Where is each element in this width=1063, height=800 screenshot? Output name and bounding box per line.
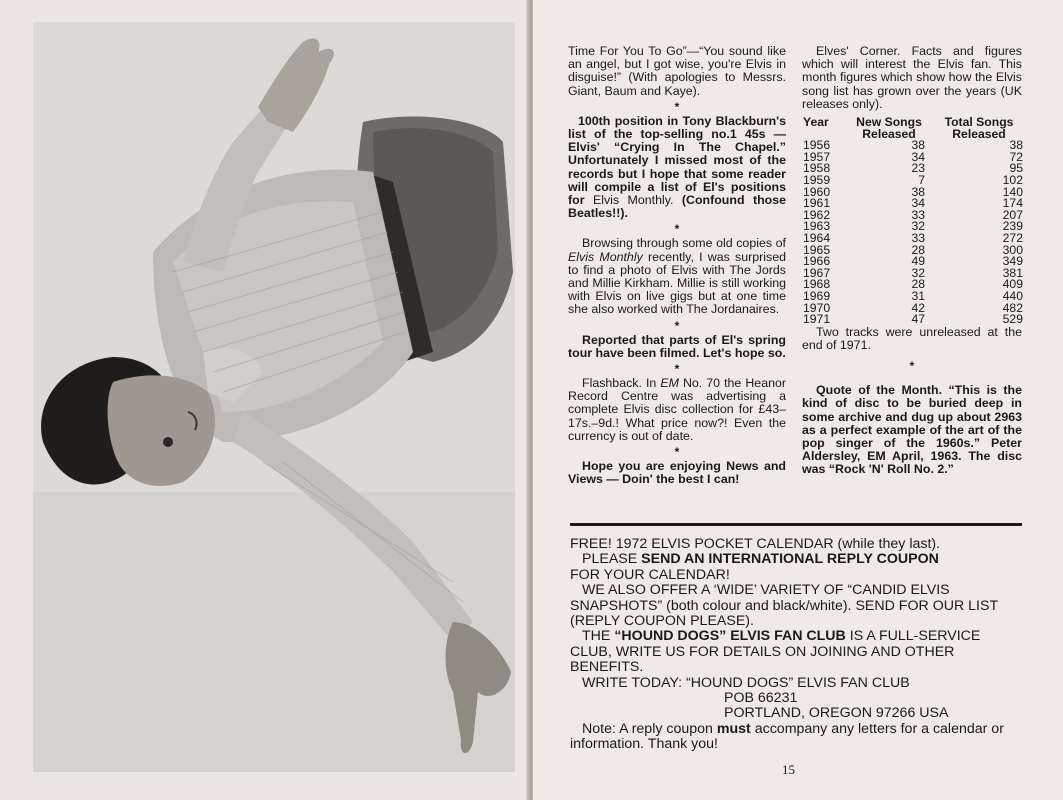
ad-line-write-today: WRITE TODAY: “HOUND DOGS” ELVIS FAN CLUB (582, 674, 910, 691)
ad-line-snapshots: WE ALSO OFFER A ‘WIDE’ VARIETY OF “CANDID ELVIS SNAPSHOTS” (both colour and black/white). SEND FOR OUR LIST (REPLY COUPON PLEASE). (570, 582, 998, 630)
ad-note (570, 722, 1022, 753)
cell-year: 1966 (803, 254, 831, 269)
cell-new-songs: 7 (918, 172, 925, 187)
cell-new-songs: 31 (911, 288, 925, 303)
paragraph-text: Browsing through some old copies of (582, 236, 786, 251)
cell-year: 1965 (803, 242, 831, 257)
cell-total-songs: 529 (1002, 312, 1023, 327)
cell-year: 1968 (803, 277, 831, 292)
cell-year: 1957 (803, 149, 831, 164)
cell-year: 1970 (803, 300, 831, 315)
cell-total-songs: 482 (1002, 300, 1023, 315)
cell-total-songs: 349 (1002, 254, 1023, 269)
cell-total-songs: 272 (1002, 230, 1023, 245)
cell-year: 1969 (803, 288, 831, 303)
paragraph-text-end: recently, I was surprised to find a photo of Elvis with The Jords and Millie Kirkham. Millie is still working with Elvis on live gigs but at one time she also worked with The Jordanaires. (568, 249, 786, 317)
paragraph-browsing (568, 237, 786, 316)
table-row (803, 163, 1025, 175)
cell-new-songs: 33 (911, 207, 925, 222)
page-number: 15 (782, 762, 795, 777)
cell-new-songs: 32 (911, 219, 925, 234)
ad-line-for-calendar: FOR YOUR CALENDAR! (570, 566, 730, 583)
column-header-total: Total Songs Released (944, 115, 1014, 141)
cell-new-songs: 47 (911, 312, 925, 327)
separator-star: * (674, 318, 680, 333)
paragraph-text-plain: Elvis Monthly. (592, 193, 674, 208)
cell-new-songs: 33 (911, 230, 925, 245)
cell-total-songs: 300 (1002, 242, 1023, 257)
paragraph-text-end: (Confound those Beatles!!). (568, 193, 786, 221)
cell-total-songs: 72 (1009, 149, 1023, 164)
separator-star: * (674, 362, 680, 377)
elvis-photo (33, 22, 515, 772)
paragraph-elves-corner: Elves' Corner. Facts and figures which will interest the Elvis fan. This month figures which show how the Elvis song list has grown over the years (UK releases only). (802, 44, 1022, 111)
cell-new-songs: 28 (911, 242, 925, 257)
ad-bold: SEND AN INTERNATIONAL REPLY COUPON (641, 551, 939, 568)
cell-total-songs: 381 (1002, 265, 1023, 280)
ad-text: Note: A reply coupon (582, 720, 717, 737)
table-row (803, 314, 1025, 326)
cell-total-songs: 239 (1002, 219, 1023, 234)
cell-total-songs: 409 (1002, 277, 1023, 292)
fan-club-advert (570, 537, 1022, 753)
cell-new-songs: 49 (911, 254, 925, 269)
cell-year: 1958 (803, 161, 831, 176)
ad-address-pob: POB 66231 (724, 690, 798, 707)
column-header-year: Year (803, 115, 829, 130)
paragraph-text: Flashback. In (582, 376, 661, 391)
paragraph-text: 100th position in Tony Blackburn's list of the top-selling no.1 45s — Elvis' “Crying In The Chapel.” Unfortunately I missed most of the records but I hope that some reader will compile a list of El's positions for (568, 113, 786, 208)
paragraph-quote-of-month: Quote of the Month. “This is the kind of disc to be buried deep in some archive and dug up about 2963 as a perfect example of the art of the pop singer of the 1960s.” Peter Aldersley, EM April, 1963. The disc was “Rock 'N' Roll No. 2.” (802, 383, 1022, 477)
elvis-figure-illustration (33, 22, 515, 772)
cell-total-songs: 102 (1002, 172, 1023, 187)
ad-line-club (570, 629, 1022, 675)
cell-new-songs: 34 (911, 196, 925, 211)
ad-line-calendar: FREE! 1972 ELVIS POCKET CALENDAR (while they last). (570, 536, 941, 552)
section-divider (570, 523, 1022, 526)
song-list-table (803, 117, 1025, 326)
paragraph-unreleased: Two tracks were unreleased at the end of 1971. (802, 324, 1022, 352)
cell-new-songs: 32 (911, 265, 925, 280)
news-column-left (568, 45, 786, 486)
separator-star: * (909, 359, 915, 374)
ad-text: THE (582, 628, 615, 645)
cell-total-songs: 207 (1002, 207, 1023, 222)
separator-star: * (674, 445, 680, 460)
separator-star: * (674, 99, 680, 114)
cell-new-songs: 28 (911, 277, 925, 292)
cell-year: 1964 (803, 230, 831, 245)
paragraph-flashback (568, 377, 786, 443)
cell-year: 1963 (803, 219, 831, 234)
ad-line-coupon (570, 552, 1022, 567)
ad-bold: must (716, 720, 751, 737)
paragraph-hope: Hope you are enjoying News and Views — Doin' the best I can! (568, 459, 786, 487)
news-column-right (802, 45, 1022, 477)
paragraph-song-quote: Time For You To Go”—“You sound like an angel, but I got wise, you're Elvis in disguise!” (With apologies to Messrs. Giant, Baum and Kaye). (568, 44, 786, 98)
cell-total-songs: 95 (1009, 161, 1023, 176)
cell-year: 1971 (803, 312, 831, 327)
paragraph-spring-tour: Reported that parts of El's spring tour have been filmed. Let's hope so. (568, 332, 786, 360)
cell-year: 1961 (803, 196, 831, 211)
cell-total-songs: 440 (1002, 288, 1023, 303)
left-page (0, 0, 528, 800)
cell-total-songs: 174 (1002, 196, 1023, 211)
cell-total-songs: 38 (1009, 138, 1023, 153)
ad-text-end: IS A FULL-SERVICE CLUB, WRITE US FOR DETAILS ON JOINING AND OTHER BENEFITS. (570, 628, 981, 676)
column-header-new: New Songs Released (856, 115, 922, 141)
paragraph-italic: Elvis Monthly (568, 249, 643, 264)
separator-star: * (674, 222, 680, 237)
cell-year: 1962 (803, 207, 831, 222)
ad-bold: “HOUND DOGS” ELVIS FAN CLUB (614, 628, 846, 645)
table-header-row (803, 117, 1025, 140)
paragraph-text-end: No. 70 the Heanor Record Centre was advertising a complete Elvis disc collection for £43–17s.–9d.! What price now?! Even the currency is out of date. (568, 376, 786, 443)
ad-text: PLEASE (582, 551, 642, 568)
cell-new-songs: 42 (911, 300, 925, 315)
cell-year: 1959 (803, 172, 831, 187)
cell-year: 1960 (803, 184, 831, 199)
cell-year: 1956 (803, 138, 831, 153)
ad-text-end: accompany any letters for a calendar or information. Thank you! (570, 720, 1004, 753)
cell-new-songs: 23 (911, 161, 925, 176)
cell-new-songs: 38 (911, 184, 925, 199)
cell-new-songs: 34 (911, 149, 925, 164)
cell-year: 1967 (803, 265, 831, 280)
paragraph-italic: EM (660, 376, 679, 391)
cell-new-songs: 38 (911, 138, 925, 153)
ad-address-city: PORTLAND, OREGON 97266 USA (724, 705, 949, 722)
paragraph-tony-blackburn (568, 115, 786, 221)
cell-total-songs: 140 (1002, 184, 1023, 199)
